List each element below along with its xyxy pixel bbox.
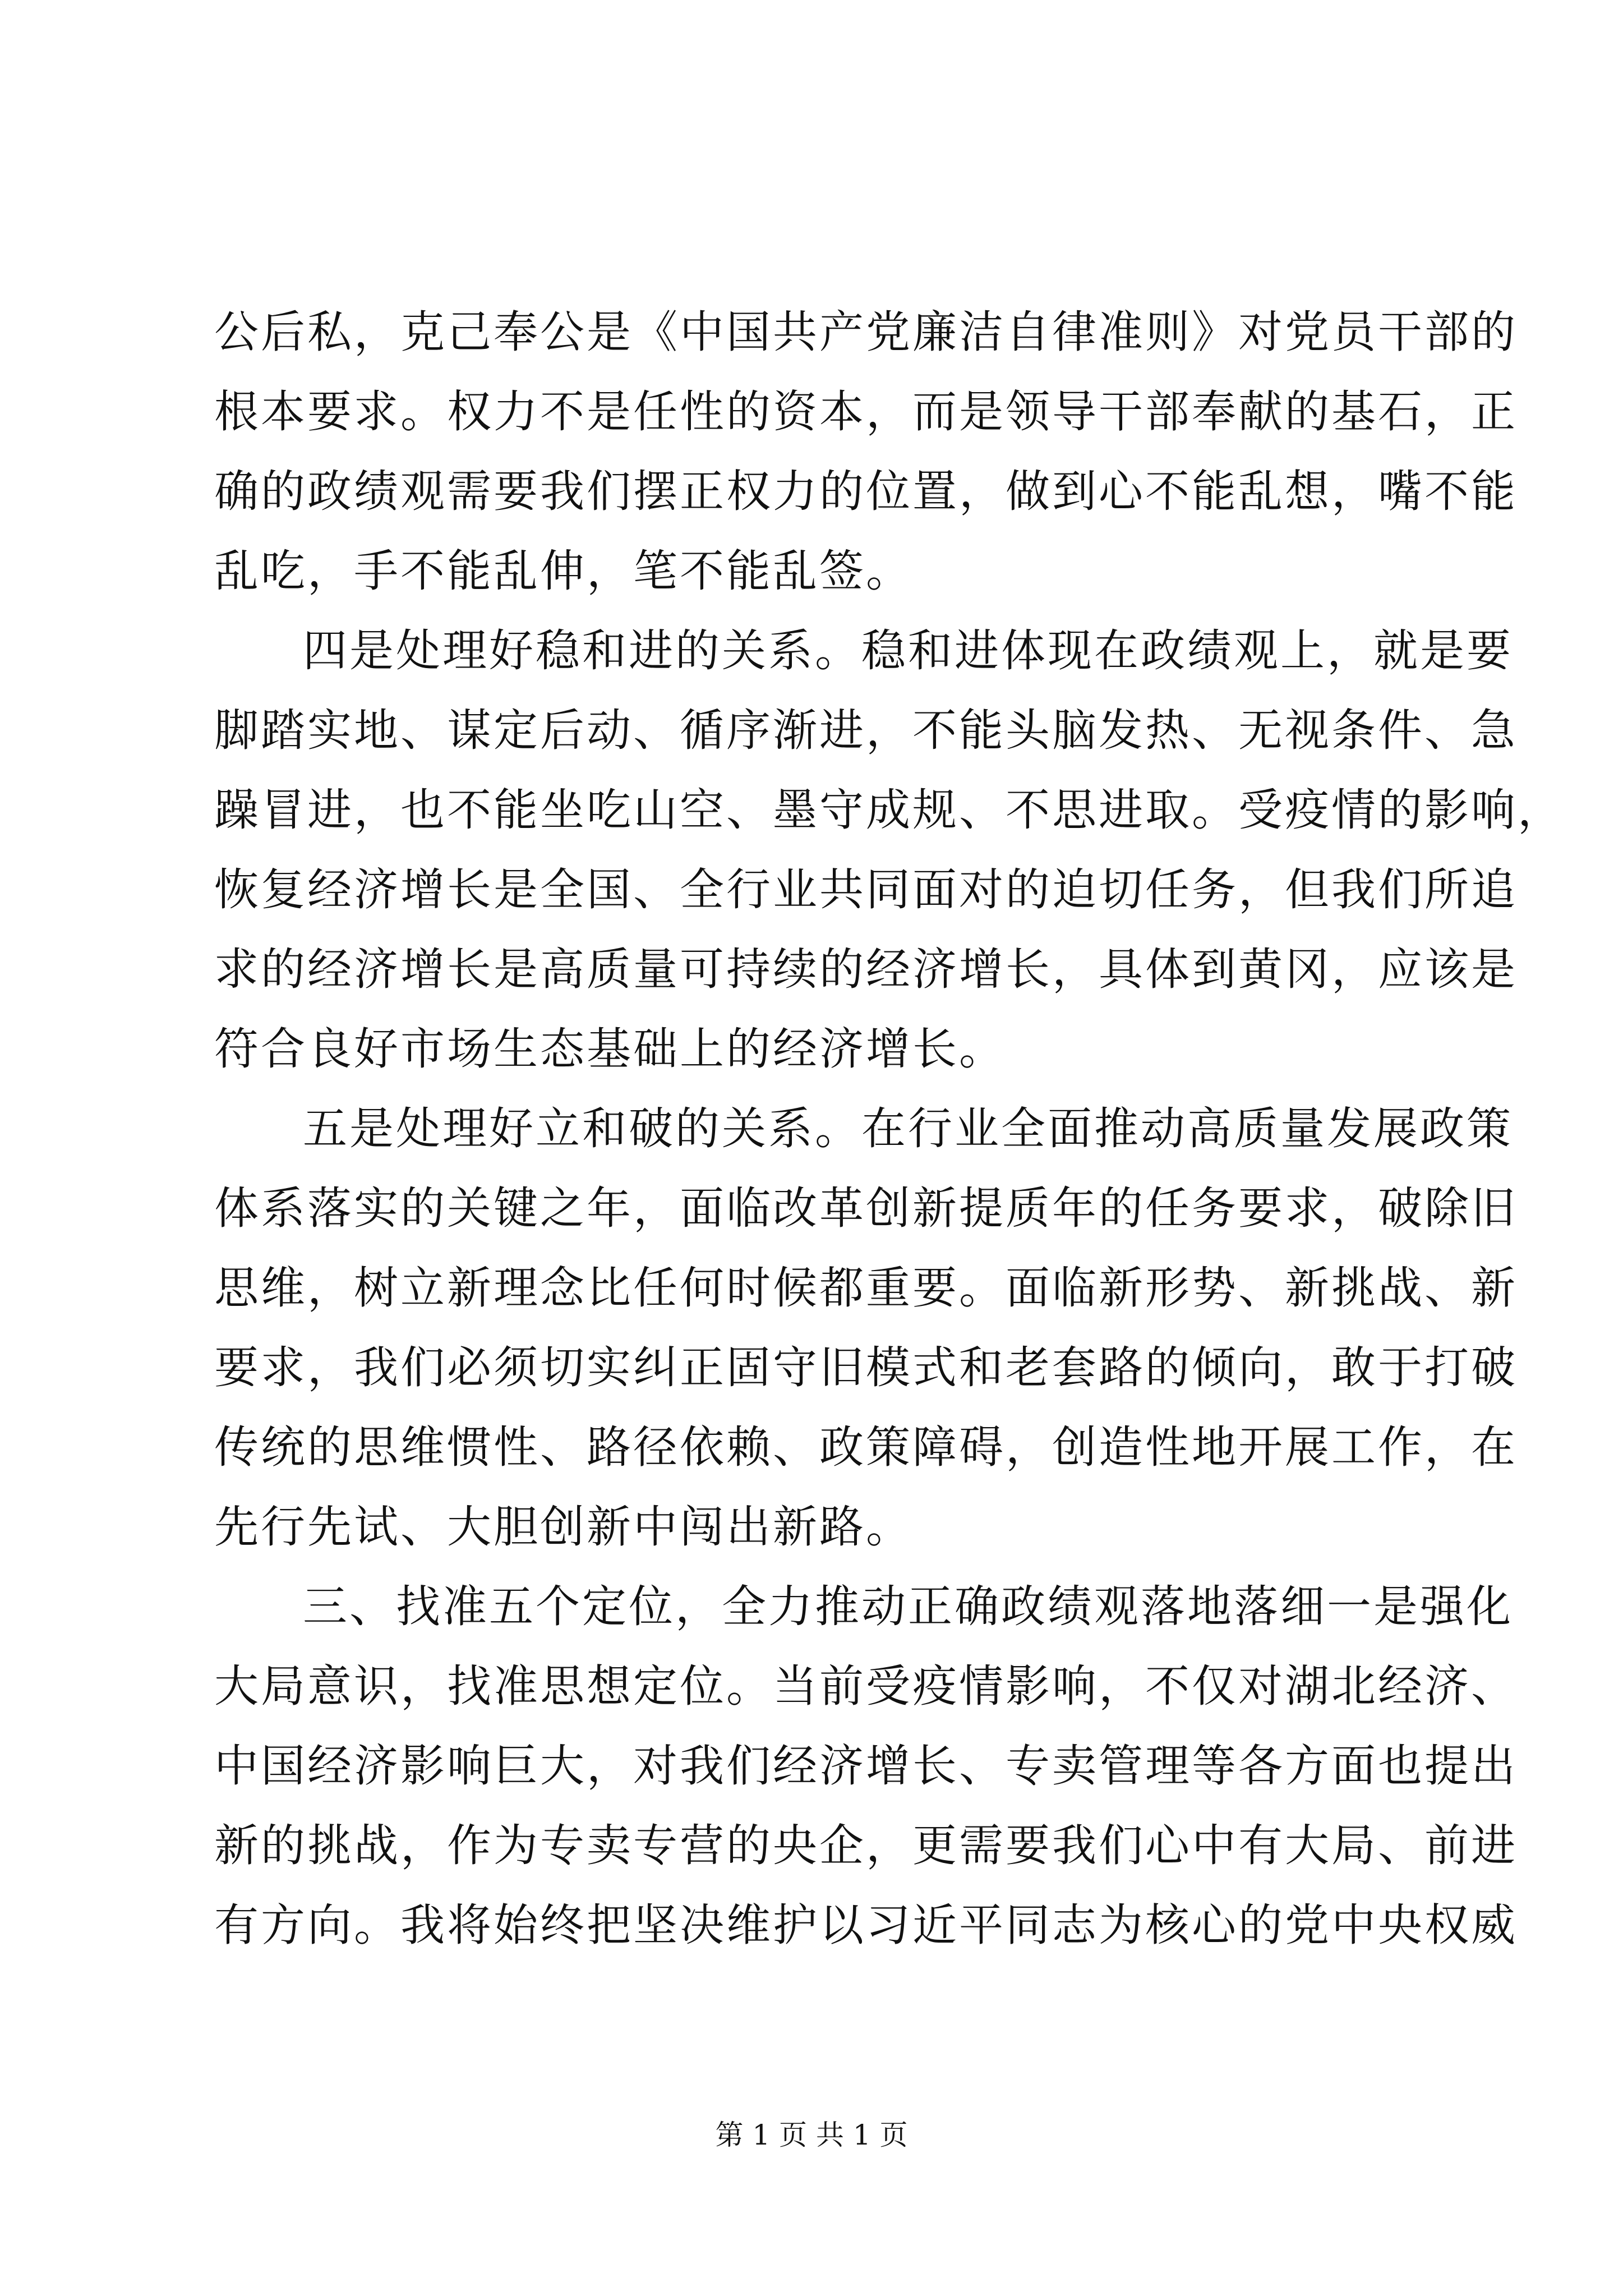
text-line: 躁冒进，也不能坐吃山空、墨守成规、不思进取。受疫情的影响， <box>214 784 1564 836</box>
text-line: 根本要求。权力不是任性的资本，而是领导干部奉献的基石，正 <box>214 386 1518 438</box>
page-number-footer: 第 1 页 共 1 页 <box>715 2119 908 2151</box>
text-line: 符合良好市场生态基础上的经济增长。 <box>214 1023 1006 1075</box>
text-line: 公后私，克己奉公是《中国共产党廉洁自律准则》对党员干部的 <box>214 306 1518 358</box>
text-line: 五是处理好立和破的关系。在行业全面推动高质量发展政策 <box>303 1103 1513 1154</box>
text-line: 恢复经济增长是全国、全行业共同面对的迫切任务，但我们所追 <box>214 864 1518 915</box>
text-line: 传统的思维惯性、路径依赖、政策障碍，创造性地开展工作，在 <box>214 1421 1518 1473</box>
text-line: 大局意识，找准思想定位。当前受疫情影响，不仅对湖北经济、 <box>214 1660 1518 1712</box>
text-line: 脚踏实地、谋定后动、循序渐进，不能头脑发热、无视条件、急 <box>214 705 1518 756</box>
text-line: 三、找准五个定位，全力推动正确政绩观落地落细一是强化 <box>303 1581 1513 1632</box>
text-line: 求的经济增长是高质量可持续的经济增长，具体到黄冈，应该是 <box>214 944 1518 995</box>
text-line: 确的政绩观需要我们摆正权力的位置，做到心不能乱想，嘴不能 <box>214 466 1518 517</box>
text-line: 中国经济影响巨大，对我们经济增长、专卖管理等各方面也提出 <box>214 1740 1518 1792</box>
text-line: 乱吃，手不能乱伸，笔不能乱签。 <box>214 545 912 597</box>
text-line: 四是处理好稳和进的关系。稳和进体现在政绩观上，就是要 <box>303 625 1513 677</box>
text-line: 要求，我们必须切实纠正固守旧模式和老套路的倾向，敢于打破 <box>214 1342 1518 1393</box>
text-line: 思维，树立新理念比任何时候都重要。面临新形势、新挑战、新 <box>214 1262 1518 1314</box>
text-line: 先行先试、大胆创新中闯出新路。 <box>214 1501 912 1553</box>
text-line: 体系落实的关键之年，面临改革创新提质年的任务要求，破除旧 <box>214 1182 1518 1234</box>
text-line: 有方向。我将始终把坚决维护以习近平同志为核心的党中央权威 <box>214 1899 1518 1951</box>
text-line: 新的挑战，作为专卖专营的央企，更需要我们心中有大局、前进 <box>214 1820 1518 1871</box>
